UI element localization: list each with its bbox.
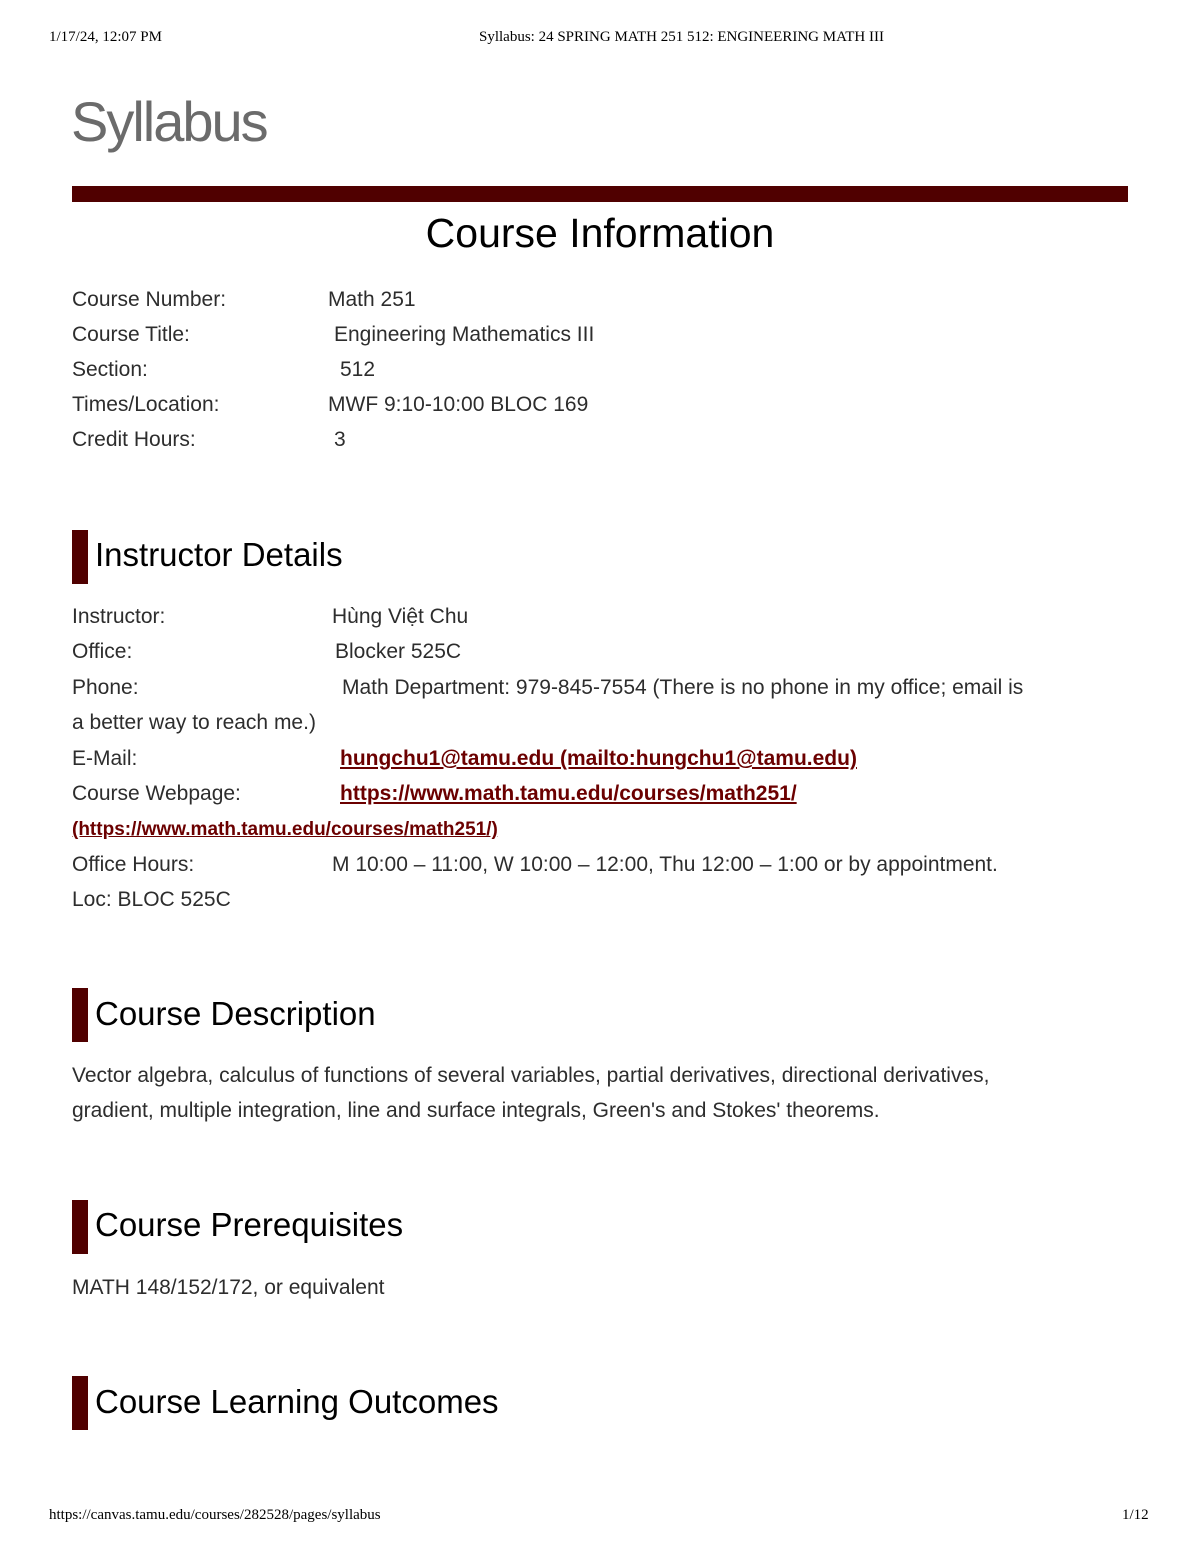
print-footer-url: https://canvas.tamu.edu/courses/282528/pages/syllabus (49, 1507, 381, 1523)
print-footer-page-number: 1/12 (1122, 1507, 1149, 1523)
section-value: 512 (340, 358, 376, 381)
times-location-label: Times/Location: (72, 393, 220, 416)
course-description-heading: Course Description (95, 995, 376, 1032)
webpage-link[interactable]: https://www.math.tamu.edu/courses/math251/ (340, 782, 797, 805)
email-link[interactable]: hungchu1@tamu.edu (mailto:hungchu1@tamu.edu) (340, 747, 857, 770)
outcomes-section-marker (72, 1376, 88, 1430)
credit-hours-value: 3 (334, 428, 346, 451)
title-divider (72, 186, 1128, 202)
course-description-line-1: Vector algebra, calculus of functions of several variables, partial derivatives, directional derivatives, (72, 1064, 990, 1087)
course-number-value: Math 251 (328, 288, 416, 311)
print-header-date: 1/17/24, 12:07 PM (49, 29, 162, 45)
section-label: Section: (72, 358, 148, 381)
print-header-title: Syllabus: 24 SPRING MATH 251 512: ENGINEERING MATH III (479, 29, 884, 45)
office-hours-value: M 10:00 – 11:00, W 10:00 – 12:00, Thu 12:00 – 1:00 or by appointment. (332, 853, 998, 876)
instructor-section-marker (72, 530, 88, 584)
course-prerequisites-text: MATH 148/152/172, or equivalent (72, 1276, 385, 1299)
instructor-label: Instructor: (72, 605, 166, 628)
course-prerequisites-heading: Course Prerequisites (95, 1206, 404, 1243)
email-label: E-Mail: (72, 747, 138, 770)
course-learning-outcomes-heading: Course Learning Outcomes (95, 1383, 499, 1420)
prerequisites-section-marker (72, 1200, 88, 1254)
description-section-marker (72, 988, 88, 1042)
instructor-name: Hùng Việt Chu (332, 605, 469, 628)
phone-value-continued: a better way to reach me.) (72, 711, 316, 734)
course-title-value: Engineering Mathematics III (334, 323, 595, 346)
course-title-label: Course Title: (72, 323, 190, 346)
course-description-line-2: gradient, multiple integration, line and surface integrals, Green's and Stokes' theorems. (72, 1099, 880, 1122)
course-number-label: Course Number: (72, 288, 227, 311)
course-information-heading: Course Information (425, 210, 775, 256)
office-location-value: Loc: BLOC 525C (72, 888, 231, 911)
phone-value: Math Department: 979-845-7554 (There is no phone in my office; email is (342, 676, 1024, 699)
webpage-link-continued[interactable]: (https://www.math.tamu.edu/courses/math251/) (72, 819, 498, 840)
webpage-label: Course Webpage: (72, 782, 241, 805)
times-location-value: MWF 9:10-10:00 BLOC 169 (328, 393, 589, 416)
office-label: Office: (72, 640, 133, 663)
page-title: Syllabus (71, 90, 267, 153)
phone-label: Phone: (72, 676, 139, 699)
credit-hours-label: Credit Hours: (72, 428, 196, 451)
instructor-details-heading: Instructor Details (95, 536, 343, 573)
office-value: Blocker 525C (335, 640, 462, 663)
office-hours-label: Office Hours: (72, 853, 195, 876)
